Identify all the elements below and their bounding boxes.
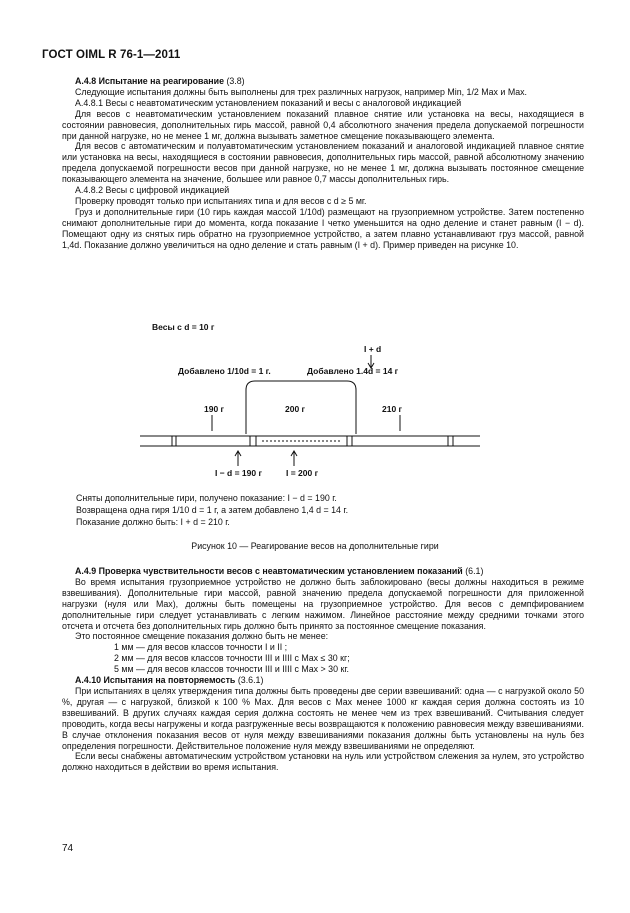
segment-label-210: 210 г [382,404,403,414]
paragraph: Во время испытания грузоприемное устройство не должно быть заблокировано (весы должны находиться в режиме взвешивания). Дополнительные гири массой, равной значению предела допускаемой погрешности для приложенной нагрузки (нуля или Max), должны быть помещены на грузоприемное устройство. Для весов с демпфированием дополнительные гири следует устанавливать с легким нажимом. Линейное расстояние между средними точками этого отсчета и отсчета без дополнительных гирь должно быть принято за постоянное смещение показания. [62,576,584,631]
explanation-line-2: Возвращена одна гиря 1/10 d = 1 г, а затем добавлено 1,4 d = 14 г. [76,505,349,515]
page-number: 74 [62,843,74,854]
paragraph: Следующие испытания должны быть выполнены для трех различных нагрузок, например Min, 1/2 Max и Max. [75,86,527,97]
segment-label-190: 190 г [204,404,225,414]
bottom-label-i: I = 200 г [286,468,319,478]
figure-title: Весы с d = 10 г [152,322,215,332]
list-item: 1 мм — для весов классов точности I и II ; [114,642,288,653]
list-item: 2 мм — для весов классов точности III и IIII с Max ≤ 30 кг; [114,653,350,664]
paragraph: Это постоянное смещение показания должно быть не менее: [75,631,329,642]
section-a49-heading [62,566,584,577]
list-item: 5 мм — для весов классов точности III и IIII с Max > 30 кг. [114,664,349,675]
section-a48-ref: (3.8) [223,76,245,86]
paragraph: Если весы снабжены автоматическим устройством установки на нуль или устройством слежения за нулем, это устройство должно находиться в действии во время испытания. [62,751,584,773]
section-a49-title: А.4.9 Проверка чувствительности весов с неавтоматическим установлением показаний [75,566,463,576]
segment-label-200: 200 г [285,404,306,414]
section-a49 [62,566,584,773]
document-header: ГОСТ OIML R 76-1—2011 [42,49,181,61]
paragraph: Для весов с автоматическим и полуавтоматическим установлением показаний и аналоговой индикацией плавное снятие или установка на весы, находящиеся в состоянии равновесия, дополнительных гирь массой, равной абсолютному значению предела допускаемой погрешности весов при данной нагрузке, но не менее 1 мг, должна вызывать постоянное смещение показывающего элемента на значение, большее или равное 0,7 массы дополнительных гирь. [62,141,584,185]
paragraph: Проверку проводят только при испытаниях типа и для весов с d ≥ 5 мг. [75,195,367,206]
figure-explanations [76,492,348,528]
paragraph: При испытаниях в целях утверждения типа должны быть проведены две серии взвешиваний: одна — с нагрузкой около 50 %, другая — с нагрузкой, близкой к 100 % Max. Для весов с Max менее 1000 кг каждая серия должна состоять из 10 взвешиваний. В других случаях каждая серия должна состоять не менее чем из трех взвешиваний. Считывания следует проводить, когда весы нагружены и когда разгруженные весы возвращаются к положению равновесия между взвешиваниями. В случае отклонения показания весов от нуля между взвешиваниями показания должны быть установлены на нуль без определения погрешности. Действительное положение нуля между взвешиваниями не определяют. [62,685,584,751]
paragraph: А.4.8.1 Весы с неавтоматическим установлением показаний и весы с аналоговой индикацией [75,97,462,108]
added-label-2: Добавлено 1.4d = 14 г [307,366,399,376]
bottom-label-minus: I − d = 190 г [215,468,263,478]
explanation-line-3: Показание должно быть: I + d = 210 г. [76,517,230,527]
section-a410-heading [62,675,584,686]
section-a410-ref: (3.6.1) [235,675,264,686]
explanation-line-1: Сняты дополнительные гири, получено показание: I − d = 190 г. [76,493,337,503]
section-a410-title: А.4.10 Испытания на повторяемость [75,675,236,686]
paragraph: Груз и дополнительные гири (10 гирь каждая массой 1/10d) размещают на грузоприемном устройстве. Затем постепенно снимают дополнительные гири до момента, когда показание I четко уменьшится на одно деление и станет равным (I − d). Помещают одну из снятых гирь обратно на грузоприемное устройство, а затем плавно устанавливают груз массой, равной 1,4d. Показание должно увеличиться на одно деление и стать равным (I + d). Пример приведен на рисунке 10. [62,206,584,250]
added-label-1: Добавлено 1/10d = 1 г. [178,366,271,376]
paragraph: Для весов с неавтоматическим установлением показаний плавное снятие или установка на весы, находящиеся в состоянии равновесия, дополнительных гирь массой, равной 0,4 абсолютного значения предела допускаемой погрешности при данной нагрузке, но не менее 1 мг, должна вызывать заметное смещение показывающего элемента. [62,108,584,141]
paragraph: А.4.8.2 Весы с цифровой индикацией [75,185,230,196]
top-arrow-label: I + d [364,344,382,354]
section-a48-title: А.4.8 Испытание на реагирование [75,76,224,86]
figure-caption: Рисунок 10 — Реагирование весов на дополнительные гири [191,541,439,551]
section-a49-ref: (6.1) [462,566,484,576]
